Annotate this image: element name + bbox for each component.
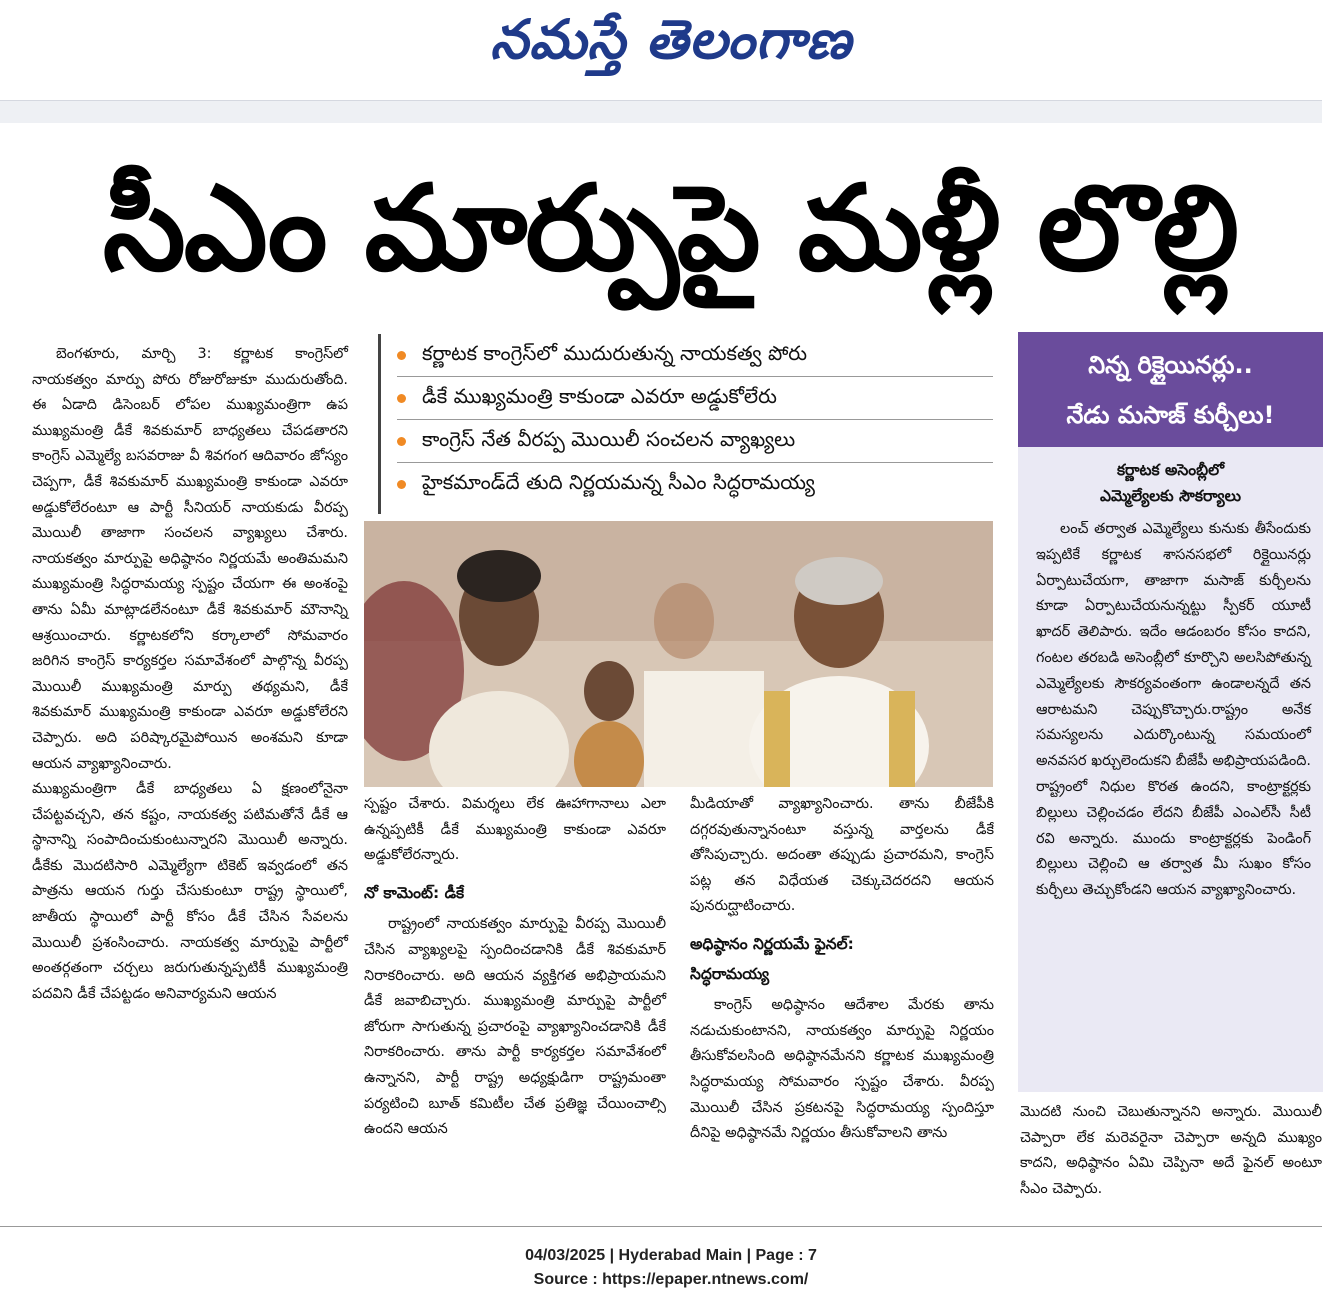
article-paragraph: బెంగళూరు, మార్చి 3: కర్ణాటక కాంగ్రెస్‌లో నాయకత్వం మార్పు పోరు రోజురోజుకూ ముదురుతోంది. ఈ ఏడాది డిసెంబర్ లోపల ముఖ్యమంత్రిగా ఉప ముఖ్యమంత్రి డీకే శివకుమార్ బాధ్యతలు చేపడతారని కాంగ్రెస్ ఎమ్మెల్యే బసవరాజు వీ శివగంగ ఆదివారం జోస్యం చెప్పగా, డీకే శివకుమార్ ముఖ్యమంత్రి కాకుండా ఎవరూ అడ్డుకోలేరంటూ ఆ పార్టీ సీనియర్ నాయకుడు వీరప్ప మొయిలీ తాజాగా సంచలన వ్యాఖ్యలు చేశారు. నాయకత్వం మార్పుపై అధిష్ఠానం నిర్ణయమే అంతిమమని ముఖ్యమంత్రి సిద్ధరామయ్య స్పష్టం చేయగా ఈ అంశంపై తాను ఏమీ మాట్లాడలేనంటూ డీకే శివకుమార్ మౌనాన్ని ఆశ్రయించారు. కర్ణాటకలోని కర్కాలాలో సోమవారం జరిగిన కాంగ్రెస్ కార్యకర్తల సమావేశంలో పాల్గొన్న వీరప్ప మొయిలీ ముఖ్యమంత్రి మార్పు తథ్యమని, డీకే శివకుమార్ ముఖ్యమంత్రి కాకుండా ఎవరూ అడ్డుకోలేరని చెప్పారు. అది పరిష్కారమైపోయిన అంశమని కూడా ఆయన వ్యాఖ్యానించారు. bbox=[32, 346, 348, 772]
headline: సీఎం మార్పుపై మళ్లీ లొల్లి bbox=[102, 159, 1238, 297]
bullet-dot-icon bbox=[397, 394, 406, 403]
article-paragraph: స్పష్టం చేశారు. విమర్శలు లేక ఊహాగానాలు ఎలా ఉన్నప్పటికీ డీకే ముఖ్యమంత్రి కాకుండా ఎవరూ అడ్డుకోలేరన్నారు. bbox=[364, 796, 666, 864]
subheading: సిద్ధరామయ్య bbox=[690, 964, 770, 983]
article-column-1 bbox=[32, 342, 348, 1007]
article-paragraph: మీడియాతో వ్యాఖ్యానించారు. తాను బీజేపీకి దగ్గరవుతున్నానంటూ వస్తున్న వార్తలను డీకే తోసిపుచ్చారు. అదంతా తప్పుడు ప్రచారమని, కాంగ్రెస్ పట్ల తన విధేయత చెక్కుచెదరదని ఆయన పునరుద్ఘాటించారు. bbox=[690, 796, 994, 915]
sidebar-heading: నిన్న రిక్లైయినర్లు.. నేడు మసాజ్ కుర్చీలు! bbox=[1018, 332, 1323, 447]
subheading: అధిష్ఠానం నిర్ణయమే ఫైనల్: bbox=[690, 934, 854, 953]
masthead-strip bbox=[0, 100, 1322, 123]
newspaper-logo: నమస్తే తెలంగాణ bbox=[490, 8, 852, 71]
bullet-dot-icon bbox=[397, 351, 406, 360]
bullet-dot-icon bbox=[397, 437, 406, 446]
highlights-box bbox=[378, 334, 993, 514]
news-photo bbox=[364, 521, 993, 787]
footer-source-line: Source : https://epaper.ntnews.com/ bbox=[533, 1271, 809, 1288]
sidebar-box bbox=[1018, 332, 1323, 1092]
sidebar-subheading: కర్ణాటక అసెంబ్లీలో ఎమ్మెల్యేలకు సౌకర్యాలు bbox=[1100, 461, 1241, 505]
highlight-item: డీకే ముఖ్యమంత్రి కాకుండా ఎవరూ అడ్డుకోలేరు bbox=[397, 377, 993, 420]
highlight-item: కాంగ్రెస్ నేత వీరప్ప మొయిలీ సంచలన వ్యాఖ్యలు bbox=[397, 420, 993, 463]
article-column-3 bbox=[690, 792, 994, 1147]
highlight-item: హైకమాండ్‌దే తుది నిర్ణయమన్న సీఎం సిద్ధరామయ్య bbox=[397, 463, 993, 505]
article-column-4: మొదటి నుంచి చెబుతున్నానని అన్నారు. మొయిలీ చెప్పారా లేక మరెవరైనా చెప్పారా అన్నది ముఖ్యం కాదని, అధిష్ఠానం ఏమి చెప్పినా అదే ఫైనల్ అంటూ సీఎం చెప్పారు. bbox=[1020, 1104, 1322, 1197]
footer-date-line: 04/03/2025 | Hyderabad Main | Page : 7 bbox=[525, 1247, 817, 1264]
masthead bbox=[0, 0, 1342, 96]
article-column-2 bbox=[364, 792, 666, 1143]
photo-illustration bbox=[364, 521, 993, 787]
article-paragraph: ముఖ్యమంత్రిగా డీకే బాధ్యతలు ఏ క్షణంలోనైనా చేపట్టవచ్చని, తన కష్టం, నాయకత్వ పటిమతోనే డీకే ఆ స్థానాన్ని సంపాదించుకుంటున్నారని మొయిలీ అన్నారు. డీకేకు మొదటిసారి ఎమ్మెల్యేగా టికెట్ ఇవ్వడంలో తన పాత్రను ఆయన గుర్తు చేసుకుంటూ రాష్ట్ర స్థాయిలో, జాతీయ స్థాయిలో పార్టీ కోసం డీకే చేసిన సేవలను మొయిలీ ప్రశంసించారు. నాయకత్వ మార్పుపై పార్టీలో అంతర్గతంగా చర్చలు జరుగుతున్నప్పటికీ ముఖ్యమంత్రి పదవిని డీకే చేపట్టడం అనివార్యమని ఆయన bbox=[32, 781, 348, 1002]
subheading: నో కామెంట్: డీకే bbox=[364, 883, 465, 902]
article-paragraph: రాష్ట్రంలో నాయకత్వం మార్పుపై వీరప్ప మొయిలీ చేసిన వ్యాఖ్యలపై స్పందించడానికి డీకే శివకుమార్ నిరాకరించారు. అది ఆయన వ్యక్తిగత అభిప్రాయమని డీకే జవాబిచ్చారు. ముఖ్యమంత్రి మార్పుపై పార్టీలో జోరుగా సాగుతున్న ప్రచారంపై వ్యాఖ్యానించడానికి డీకే నిరాకరించారు. తాను పార్టీ కార్యకర్తల సమావేశంలో ఉన్నానని, పార్టీ రాష్ట్ర అధ్యక్షుడిగా రాష్ట్రమంతా పర్యటించి బూత్ కమిటీల చేత ప్రతిజ్ఞ చేయించాల్సి ఉందని ఆయన bbox=[364, 916, 666, 1138]
highlight-item: కర్ణాటక కాంగ్రెస్‌లో ముదురుతున్న నాయకత్వ పోరు bbox=[397, 334, 993, 377]
sidebar-text: లంచ్ తర్వాత ఎమ్మెల్యేలు కునుకు తీసేందుకు ఇప్పటికే కర్ణాటక శాసనసభలో రిక్లైయినర్లు ఏర్పాటుచేయగా, తాజాగా మసాజ్ కుర్చీలను కూడా ఏర్పాటుచేయనున్నట్టు స్పీకర్ యూటీ ఖాదర్ తెలిపారు. ఇదేం ఆడంబరం కోసం కాదని, గంటల తరబడి అసెంబ్లీలో కూర్చొని అలసిపోతున్న ఎమ్మెల్యేలకు సౌకర్యవంతంగా ఉండాలన్నదే తన ఆరాటమని చెప్పుకొచ్చారు.రాష్ట్రం అనేక సమస్యలను ఎదుర్కొంటున్న సమయంలో అనవసర ఖర్చులెందుకని బీజేపీ అభిప్రాయపడింది. రాష్ట్రంలో నిధుల కొరత ఉందని, కాంట్రాక్టర్లకు బిల్లులు చెల్లించడం లేదని బీజేపీ ఎంఎల్‌సీ సీటీ రవి అన్నారు. ముందు కాంట్రాక్టర్లకు పెండింగ్ బిల్లులు చెల్లించి ఆ తర్వాత మీ సుఖం కోసం కుర్చీలు తెచ్చుకోండని ఆయన వ్యాఖ్యానించారు. bbox=[1036, 521, 1311, 899]
footer bbox=[0, 1244, 1342, 1292]
footer-divider bbox=[0, 1226, 1322, 1227]
article-paragraph: కాంగ్రెస్ అధిష్ఠానం ఆదేశాల మేరకు తాను నడుచుకుంటానని, నాయకత్వం మార్పుపై నిర్ణయం తీసుకోవలసింది అధిష్ఠానమేనని కర్ణాటక ముఖ్యమంత్రి సిద్ధరామయ్య సోమవారం స్పష్టం చేశారు. వీరప్ప మొయిలీ చేసిన ప్రకటనపై సిద్ధరామయ్య స్పందిస్తూ దీనిపై అధిష్ఠానమే నిర్ణయం తీసుకోవాలని తాను bbox=[690, 997, 994, 1142]
bullet-dot-icon bbox=[397, 480, 406, 489]
